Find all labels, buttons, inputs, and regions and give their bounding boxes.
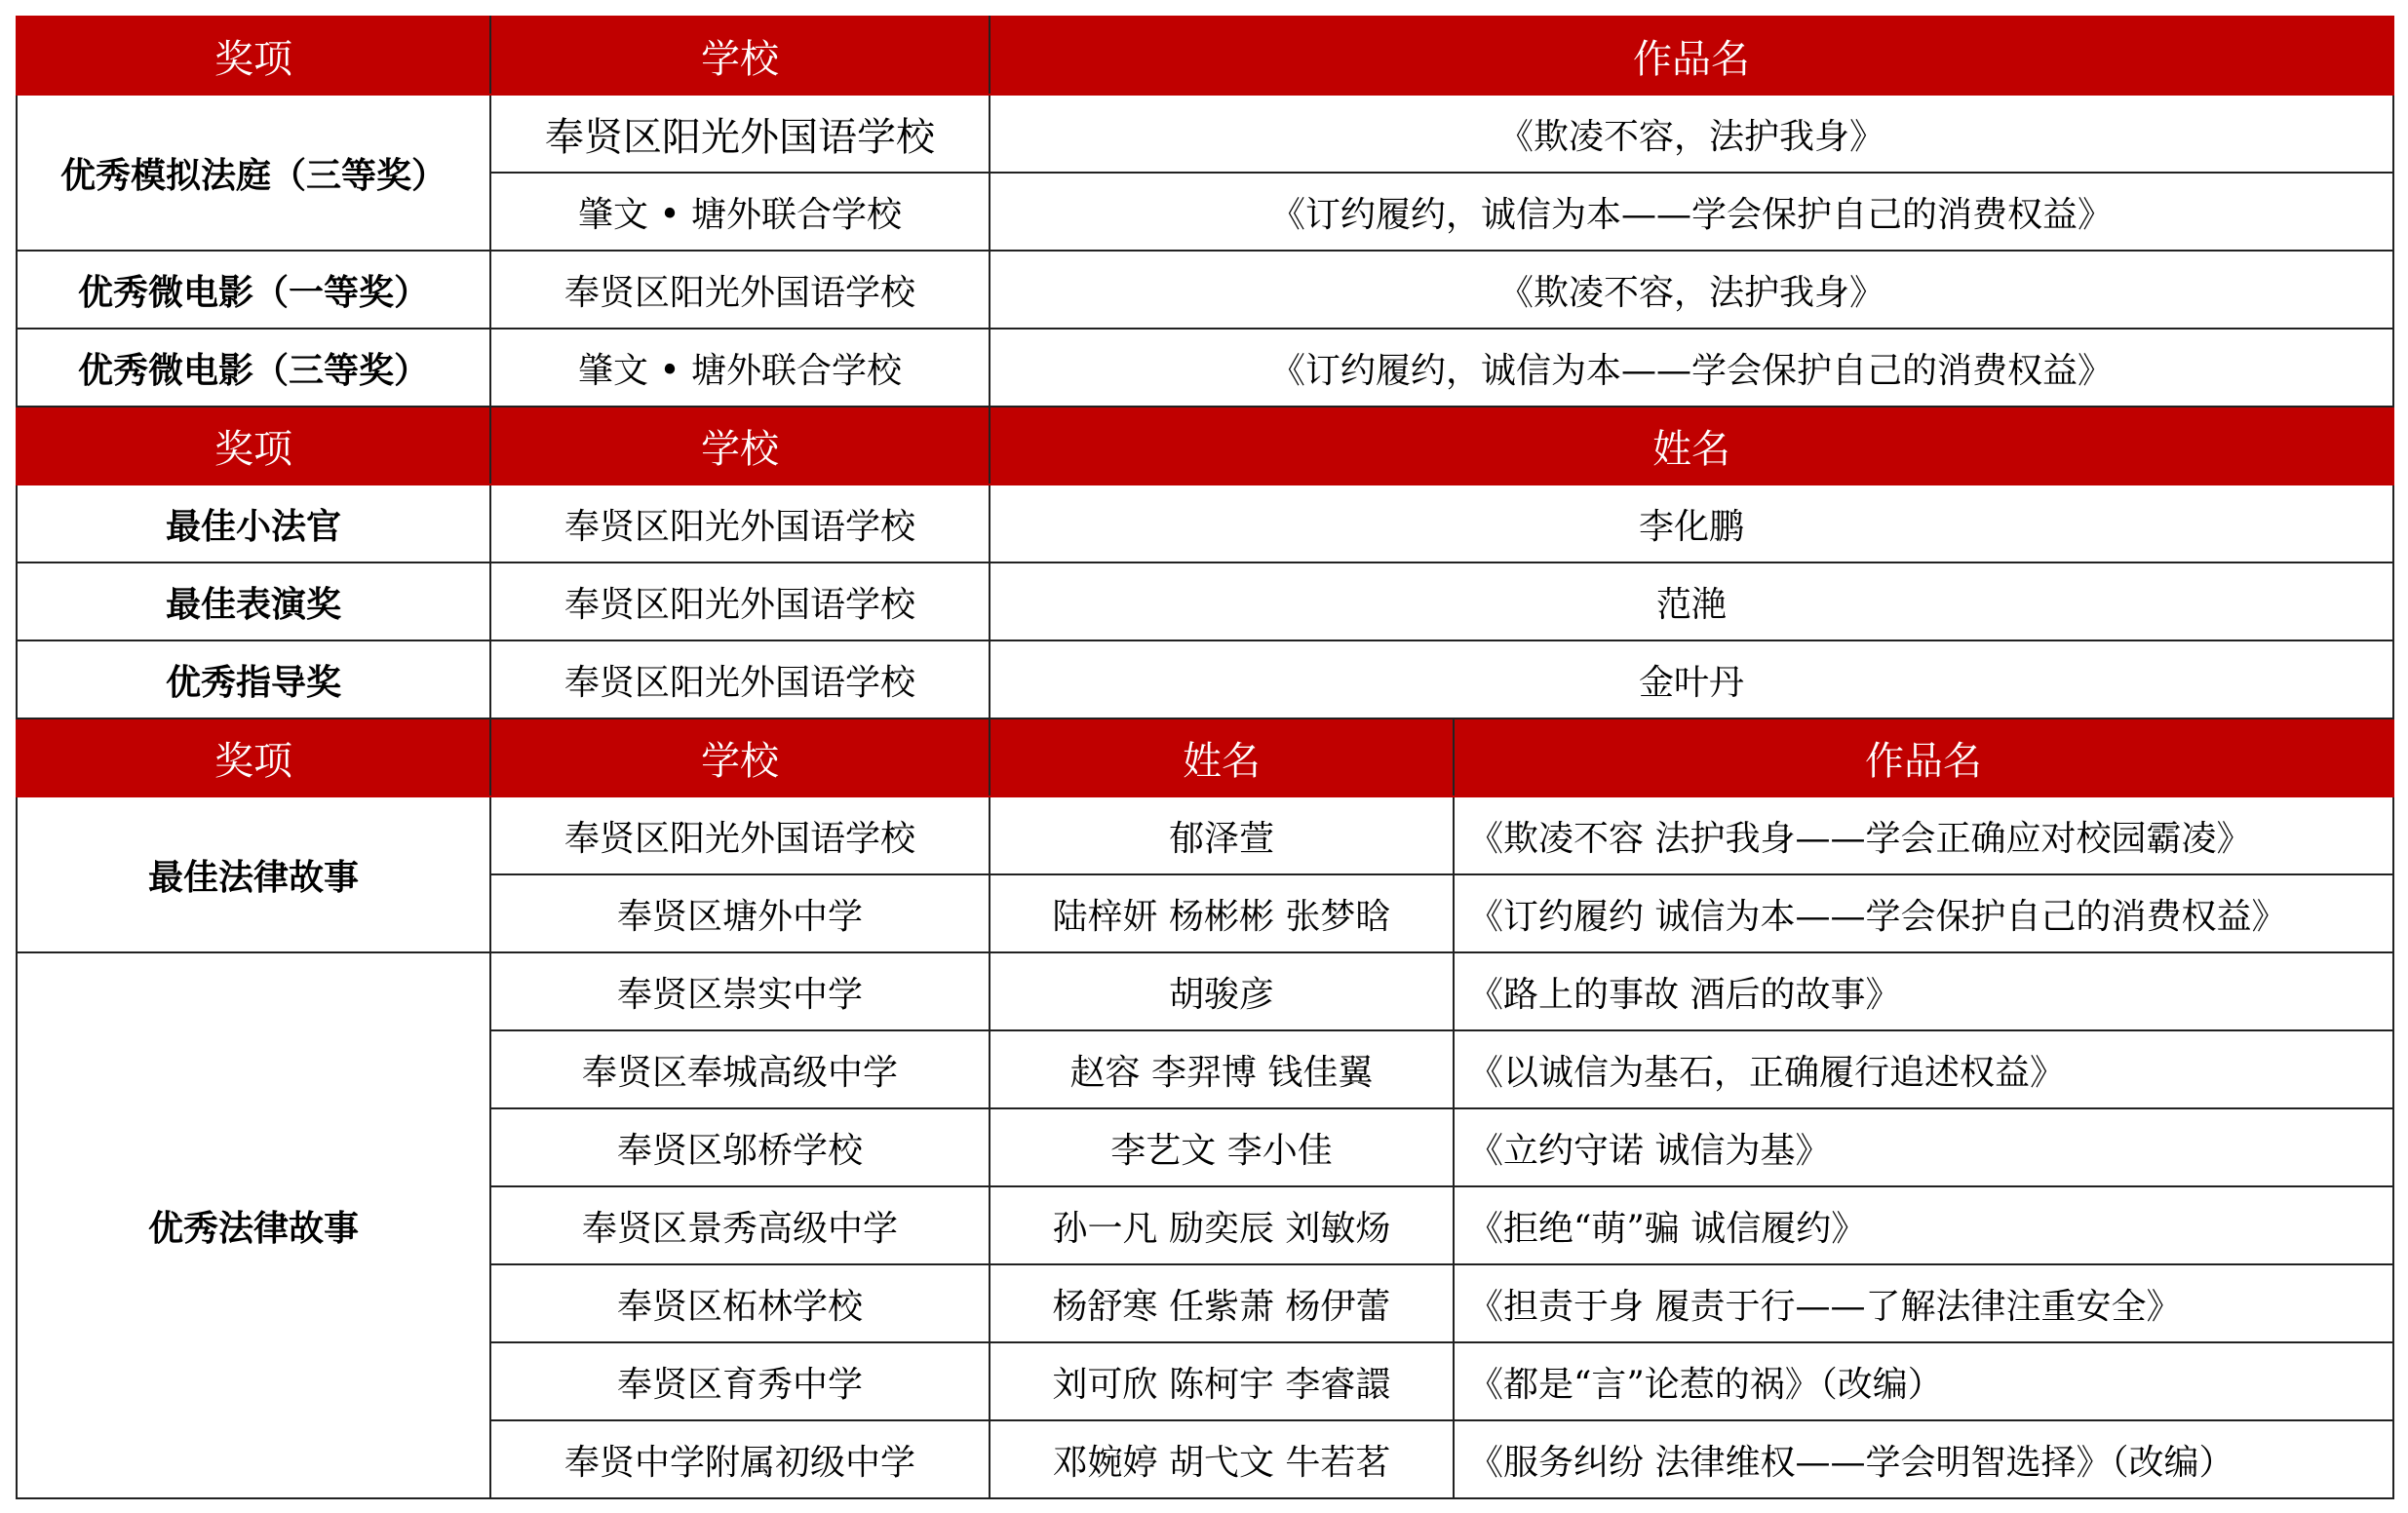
award-cell: 优秀法律故事 bbox=[17, 952, 490, 1498]
school-cell: 奉贤区邬桥学校 bbox=[490, 1108, 990, 1186]
award-cell: 优秀微电影（一等奖） bbox=[17, 251, 490, 329]
header-school: 学校 bbox=[490, 407, 990, 485]
table-row bbox=[17, 329, 2393, 407]
header-school: 学校 bbox=[490, 718, 990, 796]
name-cell: 杨舒寒 任紫萧 杨伊蕾 bbox=[990, 1264, 1454, 1342]
table-row bbox=[17, 563, 2393, 640]
section1-header-row bbox=[17, 17, 2393, 95]
table-row bbox=[17, 796, 2393, 874]
work-cell: 《拒绝“萌”骗 诚信履约》 bbox=[1454, 1186, 2393, 1264]
header-work: 作品名 bbox=[990, 17, 2393, 95]
work-cell: 《欺凌不容 法护我身——学会正确应对校园霸凌》 bbox=[1454, 796, 2393, 874]
work-cell: 《立约守诺 诚信为基》 bbox=[1454, 1108, 2393, 1186]
work-cell: 《订约履约，诚信为本——学会保护自己的消费权益》 bbox=[990, 173, 2393, 251]
section3-header-row bbox=[17, 718, 2393, 796]
work-cell: 《欺凌不容，法护我身》 bbox=[990, 251, 2393, 329]
section2-header-row bbox=[17, 407, 2393, 485]
school-cell: 奉贤区阳光外国语学校 bbox=[490, 485, 990, 563]
header-award: 奖项 bbox=[17, 407, 490, 485]
header-name: 姓名 bbox=[990, 718, 1454, 796]
school-cell: 奉贤区阳光外国语学校 bbox=[490, 640, 990, 718]
name-cell: 孙一凡 励奕辰 刘敏炀 bbox=[990, 1186, 1454, 1264]
school-cell: 奉贤区阳光外国语学校 bbox=[490, 563, 990, 640]
header-award: 奖项 bbox=[17, 17, 490, 95]
school-cell: 奉贤区柘林学校 bbox=[490, 1264, 990, 1342]
header-award: 奖项 bbox=[17, 718, 490, 796]
school-cell: 肇文 • 塘外联合学校 bbox=[490, 329, 990, 407]
name-cell: 陆梓妍 杨彬彬 张梦晗 bbox=[990, 874, 1454, 952]
header-name: 姓名 bbox=[990, 407, 2393, 485]
table-row bbox=[17, 640, 2393, 718]
award-cell: 优秀微电影（三等奖） bbox=[17, 329, 490, 407]
header-school: 学校 bbox=[490, 17, 990, 95]
work-cell: 《订约履约，诚信为本——学会保护自己的消费权益》 bbox=[990, 329, 2393, 407]
awards-table-container bbox=[16, 16, 2392, 1499]
school-cell: 奉贤中学附属初级中学 bbox=[490, 1420, 990, 1498]
award-cell: 最佳小法官 bbox=[17, 485, 490, 563]
award-cell: 优秀模拟法庭（三等奖） bbox=[17, 95, 490, 251]
awards-table bbox=[16, 16, 2394, 1499]
work-cell: 《订约履约 诚信为本——学会保护自己的消费权益》 bbox=[1454, 874, 2393, 952]
name-cell: 郁泽萱 bbox=[990, 796, 1454, 874]
school-cell: 奉贤区崇实中学 bbox=[490, 952, 990, 1030]
work-cell: 《以诚信为基石，正确履行追述权益》 bbox=[1454, 1030, 2393, 1108]
name-cell: 李艺文 李小佳 bbox=[990, 1108, 1454, 1186]
award-cell: 优秀指导奖 bbox=[17, 640, 490, 718]
table-row bbox=[17, 952, 2393, 1030]
name-cell: 赵容 李羿博 钱佳翼 bbox=[990, 1030, 1454, 1108]
school-cell: 奉贤区阳光外国语学校 bbox=[490, 251, 990, 329]
header-work: 作品名 bbox=[1454, 718, 2393, 796]
table-row bbox=[17, 95, 2393, 173]
name-cell: 金叶丹 bbox=[990, 640, 2393, 718]
school-cell: 奉贤区塘外中学 bbox=[490, 874, 990, 952]
work-cell: 《路上的事故 酒后的故事》 bbox=[1454, 952, 2393, 1030]
name-cell: 胡骏彦 bbox=[990, 952, 1454, 1030]
school-cell: 肇文 • 塘外联合学校 bbox=[490, 173, 990, 251]
name-cell: 李化鹏 bbox=[990, 485, 2393, 563]
name-cell: 刘可欣 陈柯宇 李睿譞 bbox=[990, 1342, 1454, 1420]
work-cell: 《服务纠纷 法律维权——学会明智选择》（改编） bbox=[1454, 1420, 2393, 1498]
school-cell: 奉贤区阳光外国语学校 bbox=[490, 796, 990, 874]
school-cell: 奉贤区育秀中学 bbox=[490, 1342, 990, 1420]
work-cell: 《担责于身 履责于行——了解法律注重安全》 bbox=[1454, 1264, 2393, 1342]
school-cell: 奉贤区阳光外国语学校 bbox=[490, 95, 990, 173]
work-cell: 《都是“言”论惹的祸》（改编） bbox=[1454, 1342, 2393, 1420]
work-cell: 《欺凌不容，法护我身》 bbox=[990, 95, 2393, 173]
school-cell: 奉贤区景秀高级中学 bbox=[490, 1186, 990, 1264]
table-row bbox=[17, 251, 2393, 329]
name-cell: 邓婉婷 胡弋文 牛若茗 bbox=[990, 1420, 1454, 1498]
table-row bbox=[17, 485, 2393, 563]
award-cell: 最佳表演奖 bbox=[17, 563, 490, 640]
award-cell: 最佳法律故事 bbox=[17, 796, 490, 952]
name-cell: 范滟 bbox=[990, 563, 2393, 640]
school-cell: 奉贤区奉城高级中学 bbox=[490, 1030, 990, 1108]
